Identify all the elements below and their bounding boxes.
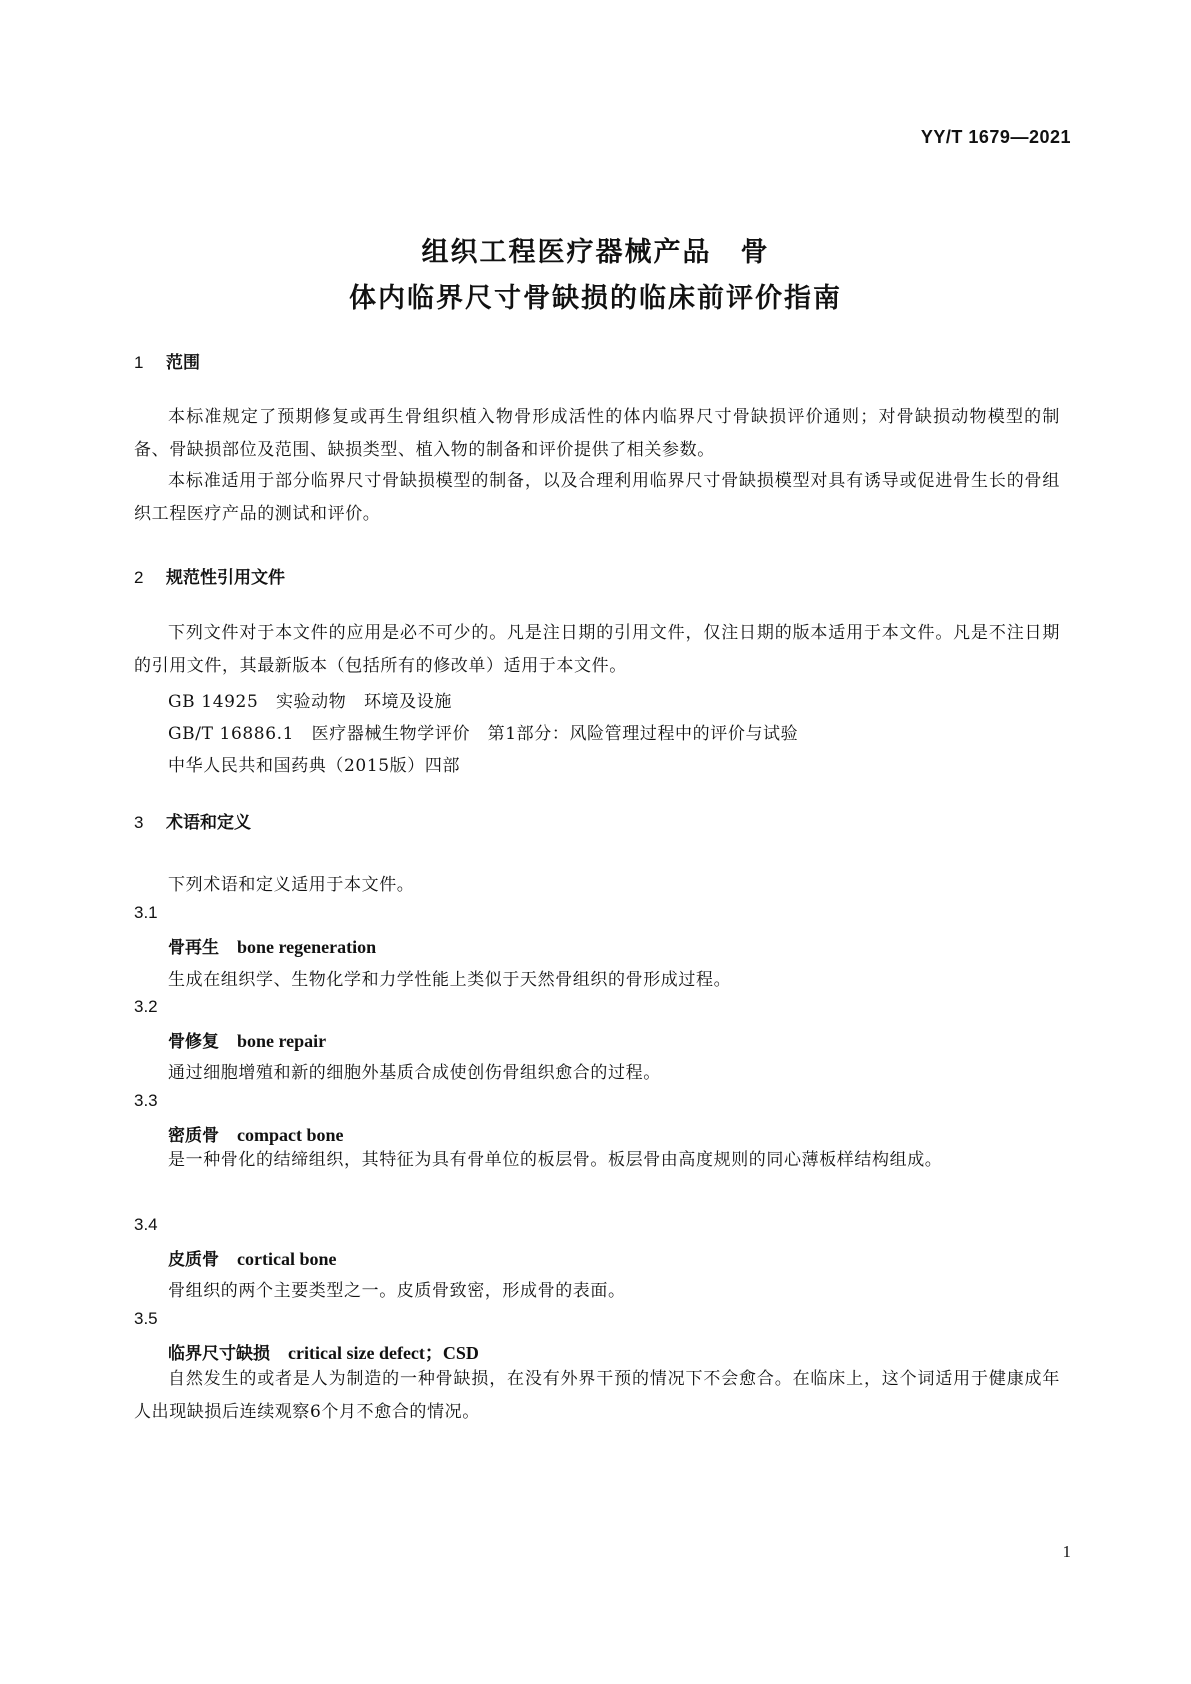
standard-code: YY/T 1679—2021 [920, 127, 1071, 147]
reference-2: GB/T 16886.1 医疗器械生物学评价 第1部分：风险管理过程中的评价与试验 [168, 724, 799, 744]
term-number: 3.5 [134, 1309, 158, 1328]
section-2-paragraph-1: 下列文件对于本文件的应用是必不可少的。凡是注日期的引用文件，仅注日期的版本适用于本文件。凡是不注日期的引用文件，其最新版本（包括所有的修改单）适用于本文件。 [134, 623, 1060, 676]
term-zh: 骨修复 [168, 1032, 219, 1052]
term-zh: 皮质骨 [168, 1250, 219, 1270]
term-en: critical size defect；CSD [288, 1343, 479, 1363]
section-1-heading [134, 348, 200, 373]
term-zh: 密质骨 [168, 1126, 219, 1146]
term-number: 3.3 [134, 1091, 158, 1110]
section-title: 术语和定义 [166, 813, 251, 833]
section-number: 2 [134, 568, 144, 587]
term-number: 3.4 [134, 1215, 158, 1234]
section-title: 范围 [166, 353, 200, 373]
section-title: 规范性引用文件 [166, 568, 285, 588]
term-definition: 自然发生的或者是人为制造的一种骨缺损，在没有外界干预的情况下不会愈合。在临床上，这个词适用于健康成年人出现缺损后连续观察6个月不愈合的情况。 [134, 1369, 1060, 1422]
term-en: bone repair [237, 1031, 327, 1051]
term-en: cortical bone [237, 1249, 337, 1269]
section-number: 3 [134, 813, 144, 832]
section-2-heading [134, 563, 285, 588]
term-definition: 骨组织的两个主要类型之一。皮质骨致密，形成骨的表面。 [168, 1281, 626, 1301]
page-number: 1 [1062, 1542, 1071, 1561]
title-line-1: 组织工程医疗器械产品 骨 [421, 237, 770, 268]
term-heading [168, 1339, 479, 1365]
term-heading [168, 1121, 344, 1146]
term-number: 3.2 [134, 997, 158, 1016]
term-definition: 生成在组织学、生物化学和力学性能上类似于天然骨组织的骨形成过程。 [168, 970, 732, 990]
section-1-paragraph-2: 本标准适用于部分临界尺寸骨缺损模型的制备，以及合理利用临界尺寸骨缺损模型对具有诱导或促进骨生长的骨组织工程医疗产品的测试和评价。 [134, 471, 1060, 524]
term-definition: 通过细胞增殖和新的细胞外基质合成使创伤骨组织愈合的过程。 [168, 1063, 661, 1083]
term-heading [168, 1245, 336, 1270]
term-en: bone regeneration [237, 937, 377, 957]
term-definition: 是一种骨化的结缔组织，其特征为具有骨单位的板层骨。板层骨由高度规则的同心薄板样结构组成。 [168, 1150, 943, 1170]
term-zh: 临界尺寸缺损 [168, 1344, 270, 1364]
term-heading [168, 1027, 326, 1052]
section-1-paragraph-1: 本标准规定了预期修复或再生骨组织植入物骨形成活性的体内临界尺寸骨缺损评价通则；对骨缺损动物模型的制备、骨缺损部位及范围、缺损类型、植入物的制备和评价提供了相关参数。 [134, 407, 1060, 460]
title-line-2: 体内临界尺寸骨缺损的临床前评价指南 [349, 283, 842, 314]
section-3-heading [134, 808, 251, 833]
reference-3: 中华人民共和国药典（2015版）四部 [168, 756, 461, 776]
term-number: 3.1 [134, 903, 158, 922]
term-en: compact bone [237, 1125, 344, 1145]
term-zh: 骨再生 [168, 938, 219, 958]
term-heading [168, 933, 376, 958]
section-3-intro: 下列术语和定义适用于本文件。 [168, 875, 415, 895]
reference-1: GB 14925 实验动物 环境及设施 [168, 692, 452, 712]
section-number: 1 [134, 353, 144, 372]
